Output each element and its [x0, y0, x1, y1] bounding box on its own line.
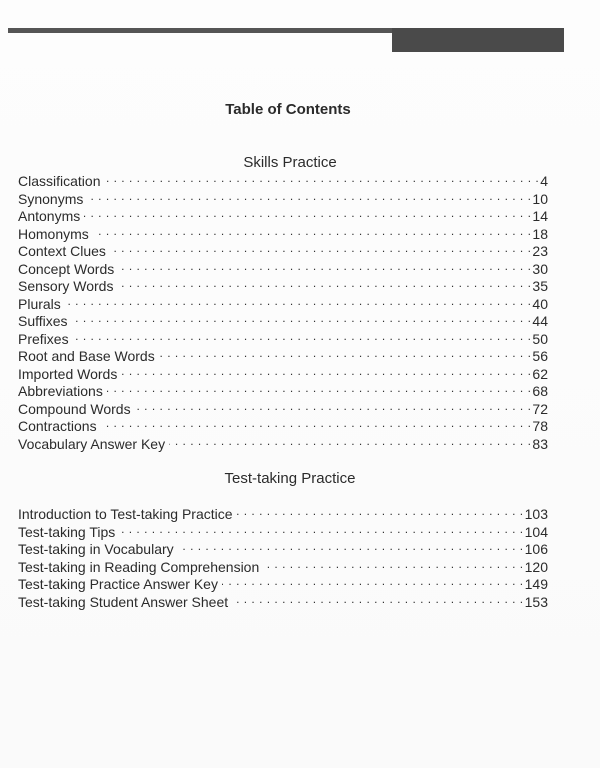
page-title: Table of Contents	[225, 101, 351, 118]
toc-leader-dots	[104, 172, 539, 186]
toc-entry-label: Homonyms	[18, 225, 89, 242]
toc-leader-dots	[93, 225, 532, 239]
toc-list-test	[18, 505, 548, 610]
toc-entry-page: 30	[532, 260, 548, 277]
toc-entry-page: 153	[524, 593, 548, 610]
toc-entry-page: 149	[524, 576, 548, 592]
toc-entry	[18, 277, 548, 295]
toc-entry-label: Test-taking Tips	[18, 523, 116, 540]
toc-entry	[18, 575, 548, 593]
header-rule	[8, 28, 392, 33]
toc-leader-dots	[118, 260, 531, 274]
toc-entry	[18, 558, 548, 576]
toc-entry-page: 23	[532, 243, 548, 259]
toc-entry	[18, 330, 548, 348]
toc-entry-page: 120	[524, 558, 548, 575]
toc-entry-page: 104	[524, 523, 548, 540]
toc-leader-dots	[263, 558, 523, 572]
toc-entry-label: Vocabulary Answer Key	[18, 435, 166, 452]
toc-entry-page: 78	[532, 418, 548, 434]
toc-leader-dots	[119, 523, 523, 537]
toc-entry-label: Compound Words	[18, 400, 131, 417]
toc-entry-label: Test-taking in Reading Comprehension	[18, 558, 260, 575]
toc-entry-label: Antonyms	[18, 208, 81, 224]
toc-entry	[18, 295, 548, 313]
toc-entry	[18, 260, 548, 278]
toc-leader-dots	[117, 277, 531, 291]
toc-leader-dots	[237, 505, 524, 519]
toc-entry-page: 56	[532, 348, 548, 364]
toc-leader-dots	[65, 295, 532, 309]
toc-entry-page: 40	[532, 295, 548, 312]
toc-entry	[18, 365, 548, 383]
toc-leader-dots	[84, 207, 531, 221]
toc-entry-label: Imported Words	[18, 365, 118, 382]
toc-entry-page: 18	[532, 225, 548, 242]
section-heading-skills: Skills Practice	[243, 154, 337, 171]
toc-entry-label: Contractions	[18, 418, 97, 434]
toc-entry-page: 44	[532, 313, 548, 329]
toc-entry-label: Root and Base Words	[18, 348, 155, 364]
toc-entry-page: 35	[532, 278, 548, 294]
toc-entry	[18, 540, 548, 558]
toc-entry-label: Abbreviations	[18, 383, 103, 399]
toc-entry	[18, 225, 548, 243]
toc-entry-label: Synonyms	[18, 190, 84, 207]
toc-leader-dots	[107, 382, 532, 396]
toc-entry-label: Classification	[18, 173, 101, 189]
toc-leader-dots	[232, 593, 524, 607]
toc-entry-label: Test-taking Student Answer Sheet	[18, 593, 229, 610]
toc-entry-page: 106	[524, 541, 548, 557]
section-heading-test: Test-taking Practice	[224, 470, 356, 487]
toc-entry	[18, 523, 548, 541]
toc-entry	[18, 417, 548, 435]
toc-leader-dots	[101, 417, 532, 431]
toc-entry-label: Introduction to Test-taking Practice	[18, 506, 233, 522]
toc-entry-page: 83	[532, 435, 548, 452]
toc-entry-label: Suffixes	[18, 313, 68, 329]
toc-entry-label: Concept Words	[18, 260, 115, 277]
toc-leader-dots	[159, 347, 532, 361]
toc-leader-dots	[73, 330, 532, 344]
toc-leader-dots	[121, 365, 531, 379]
toc-entry	[18, 435, 548, 453]
toc-entry-label: Sensory Words	[18, 278, 114, 294]
toc-leader-dots	[87, 190, 531, 204]
toc-entry-page: 72	[532, 400, 548, 417]
toc-entry	[18, 242, 548, 260]
toc-entry-label: Prefixes	[18, 330, 69, 347]
toc-entry	[18, 312, 548, 330]
toc-leader-dots	[135, 400, 532, 414]
toc-entry	[18, 190, 548, 208]
toc-entry-label: Test-taking Practice Answer Key	[18, 576, 218, 592]
toc-entry	[18, 382, 548, 400]
toc-leader-dots	[110, 242, 531, 256]
toc-entry	[18, 172, 548, 190]
toc-entry	[18, 505, 548, 523]
toc-leader-dots	[72, 312, 532, 326]
toc-entry-page: 4	[540, 173, 548, 189]
toc-entry	[18, 400, 548, 418]
toc-entry	[18, 347, 548, 365]
toc-entry-page: 10	[532, 190, 548, 207]
toc-leader-dots	[169, 435, 531, 449]
toc-entry-label: Plurals	[18, 295, 61, 312]
toc-entry-label: Test-taking in Vocabulary	[18, 541, 174, 557]
header-block	[392, 28, 564, 52]
toc-entry	[18, 593, 548, 611]
toc-entry-label: Context Clues	[18, 243, 106, 259]
toc-list-skills	[18, 172, 548, 452]
toc-entry	[18, 207, 548, 225]
toc-leader-dots	[178, 540, 524, 554]
toc-entry-page: 103	[524, 506, 548, 522]
toc-entry-page: 68	[532, 383, 548, 399]
toc-entry-page: 62	[532, 365, 548, 382]
toc-entry-page: 14	[532, 208, 548, 224]
toc-leader-dots	[222, 575, 524, 589]
toc-entry-page: 50	[532, 330, 548, 347]
